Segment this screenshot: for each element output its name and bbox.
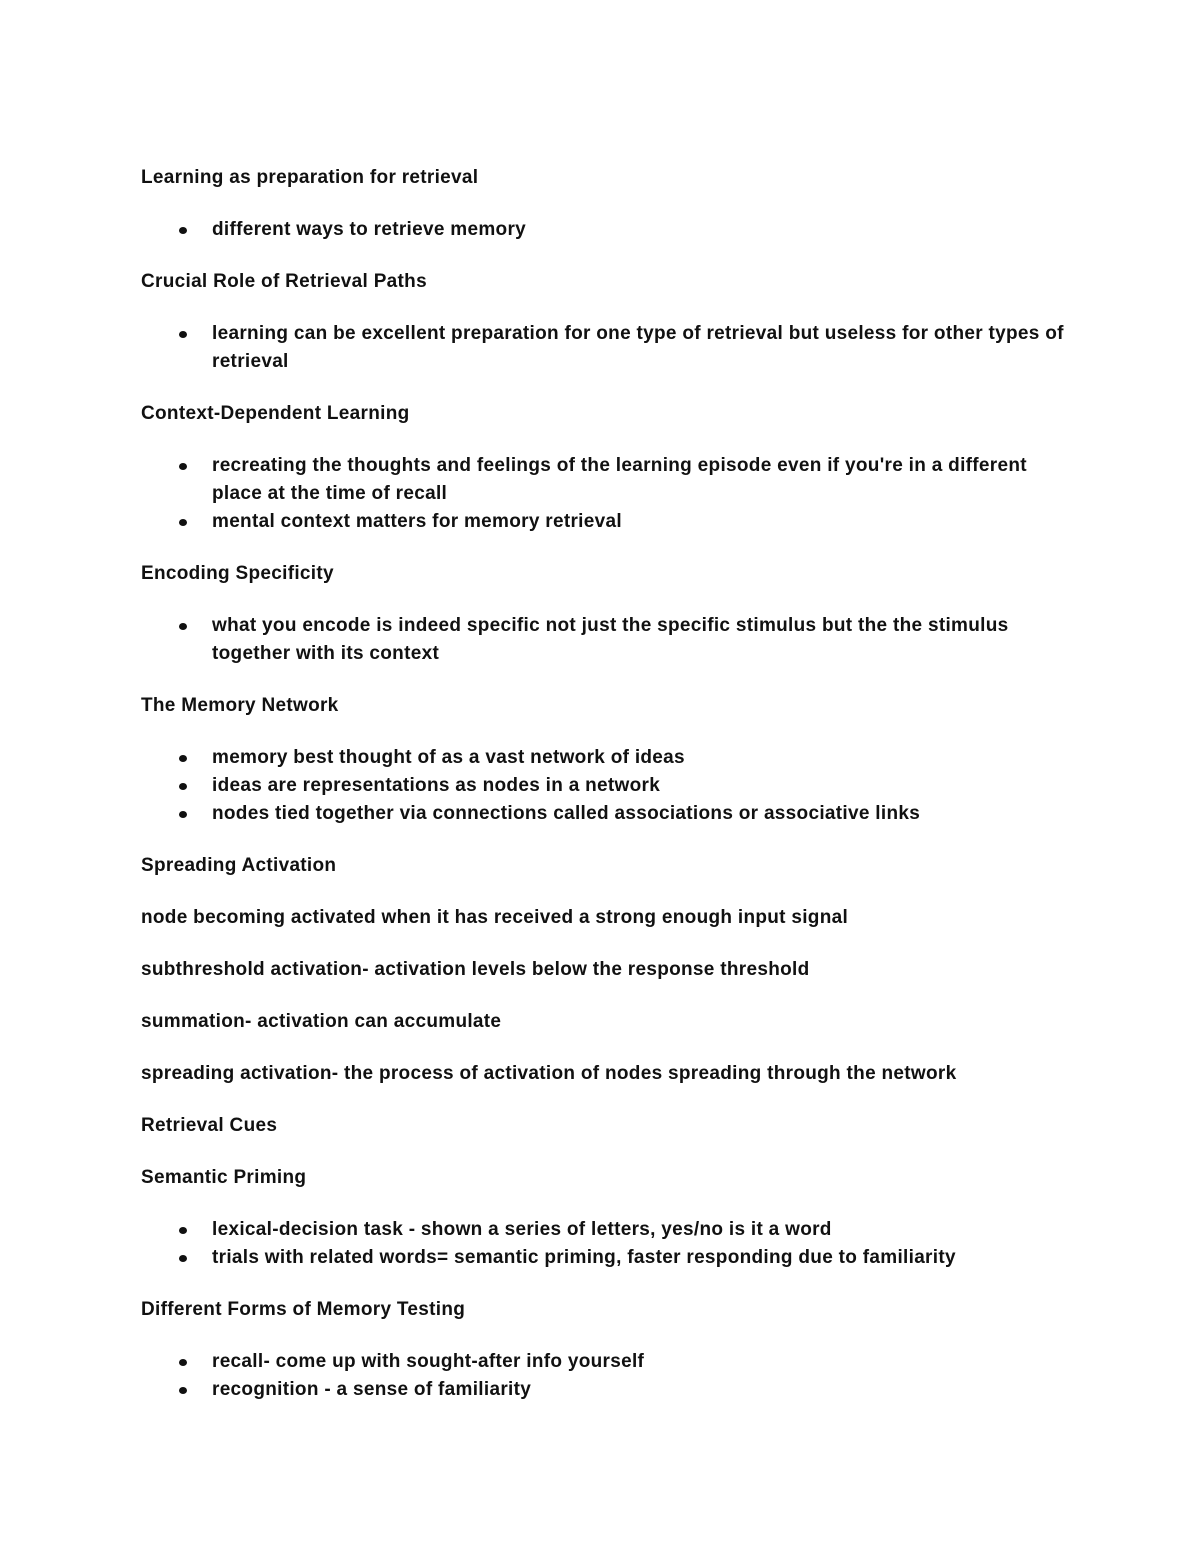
bullet-icon [179,331,187,338]
list-item-text: different ways to retrieve memory [212,219,527,240]
list-item-text: what you encode is indeed specific not just the specific stimulus but the the stimulus together with its context [212,615,1009,664]
section-heading: Semantic Priming [141,1167,307,1188]
bullet-icon [179,783,187,790]
list-item [141,1216,1071,1244]
section-heading: Crucial Role of Retrieval Paths [141,271,427,292]
list-item [141,800,1071,828]
list-item [141,1376,1071,1404]
bullet-icon [179,1359,187,1366]
section-heading: Learning as preparation for retrieval [141,167,479,188]
bullet-list [141,452,1071,536]
bullet-icon [179,1387,187,1394]
list-item [141,744,1071,772]
bullet-icon [179,519,187,526]
bullet-list [141,320,1071,376]
paragraph: subthreshold activation- activation levels below the response threshold [141,959,810,980]
paragraph: summation- activation can accumulate [141,1011,502,1032]
paragraph: node becoming activated when it has received a strong enough input signal [141,907,849,928]
list-item-text: ideas are representations as nodes in a network [212,775,661,796]
list-item [141,216,1071,244]
bullet-list [141,1348,1071,1404]
list-item-text: mental context matters for memory retrieval [212,511,622,532]
list-item [141,1244,1071,1272]
list-item [141,772,1071,800]
list-item [141,1348,1071,1376]
bullet-icon [179,1227,187,1234]
list-item-text: recall- come up with sought-after info yourself [212,1351,645,1372]
section-heading: Retrieval Cues [141,1115,278,1136]
list-item-text: memory best thought of as a vast network of ideas [212,747,685,768]
section-heading: Spreading Activation [141,855,337,876]
bullet-icon [179,811,187,818]
section-heading: Context-Dependent Learning [141,403,410,424]
bullet-icon [179,623,187,630]
bullet-list [141,216,1071,244]
section-heading: Encoding Specificity [141,563,334,584]
list-item-text: nodes tied together via connections called associations or associative links [212,803,921,824]
bullet-icon [179,463,187,470]
list-item-text: lexical-decision task - shown a series of letters, yes/no is it a word [212,1219,832,1240]
list-item [141,508,1071,536]
list-item-text: recognition - a sense of familiarity [212,1379,532,1400]
list-item-text: trials with related words= semantic priming, faster responding due to familiarity [212,1247,956,1268]
document-page [141,164,1071,1428]
list-item [141,452,1071,508]
list-item [141,320,1071,376]
list-item-text: recreating the thoughts and feelings of the learning episode even if you're in a different place at the time of recall [212,455,1027,504]
bullet-icon [179,755,187,762]
list-item-text: learning can be excellent preparation for one type of retrieval but useless for other types of retrieval [212,323,1064,372]
bullet-icon [179,227,187,234]
paragraph: spreading activation- the process of activation of nodes spreading through the network [141,1063,957,1084]
section-heading: The Memory Network [141,695,339,716]
bullet-list [141,612,1071,668]
bullet-icon [179,1255,187,1262]
list-item [141,612,1071,668]
bullet-list [141,744,1071,828]
bullet-list [141,1216,1071,1272]
section-heading: Different Forms of Memory Testing [141,1299,466,1320]
